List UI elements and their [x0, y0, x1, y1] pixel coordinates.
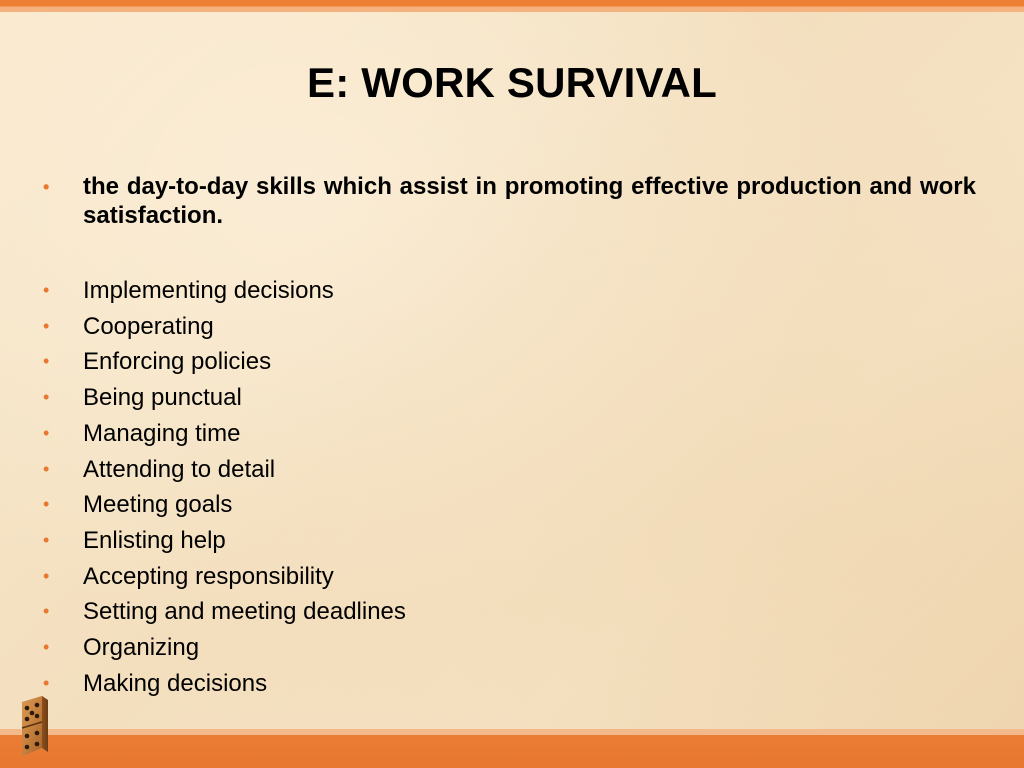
- list-item-text: Meeting goals: [83, 491, 233, 519]
- list-item: [40, 487, 976, 523]
- list-item: [40, 523, 976, 559]
- list-item-text: Making decisions: [83, 669, 268, 697]
- list-item: [40, 559, 976, 595]
- bottom-accent-band: [0, 729, 1024, 768]
- bullet-dot: •: [43, 672, 50, 693]
- list-item: [40, 630, 976, 666]
- domino-icon: [18, 694, 50, 760]
- bullet-dot: •: [43, 458, 50, 479]
- list-item-text: Being punctual: [83, 384, 242, 412]
- list-item-text: Setting and meeting deadlines: [83, 598, 406, 626]
- intro-bullet: [40, 172, 976, 230]
- top-accent-band: [0, 0, 1024, 12]
- intro-text: the day-to-day skills which assist in promoting effective production and work satisfaction.: [83, 173, 976, 229]
- list-item-text: Enforcing policies: [83, 348, 272, 376]
- list-item: [40, 416, 976, 452]
- bullet-dot: •: [43, 422, 50, 443]
- bullet-dot: •: [43, 565, 50, 586]
- list-item-text: Managing time: [83, 419, 241, 447]
- list-item-text: Attending to detail: [83, 455, 276, 483]
- bullet-dot: •: [43, 494, 50, 515]
- list-item: [40, 309, 976, 345]
- bullet-dot: •: [43, 315, 50, 336]
- list-item-text: Enlisting help: [83, 526, 226, 554]
- bullet-dot: •: [43, 387, 50, 408]
- list-item: [40, 344, 976, 380]
- bullet-list: [40, 172, 976, 701]
- list-item: [40, 666, 976, 702]
- list-item: [40, 273, 976, 309]
- list-item: [40, 452, 976, 488]
- list-item-text: Implementing decisions: [83, 277, 334, 304]
- bullet-dot: •: [43, 177, 50, 197]
- list-item: [40, 594, 976, 630]
- bullet-dot: •: [43, 351, 50, 372]
- list-item-text: Accepting responsibility: [83, 562, 334, 590]
- bullet-dot: •: [43, 601, 50, 622]
- bullet-dot: •: [43, 529, 50, 550]
- bullet-dot: •: [43, 280, 50, 300]
- list-item-text: Organizing: [83, 634, 200, 662]
- list-item: [40, 380, 976, 416]
- slide-title: E: WORK SURVIVAL: [307, 59, 717, 106]
- bullet-dot: •: [43, 637, 50, 658]
- list-item-text: Cooperating: [83, 312, 214, 340]
